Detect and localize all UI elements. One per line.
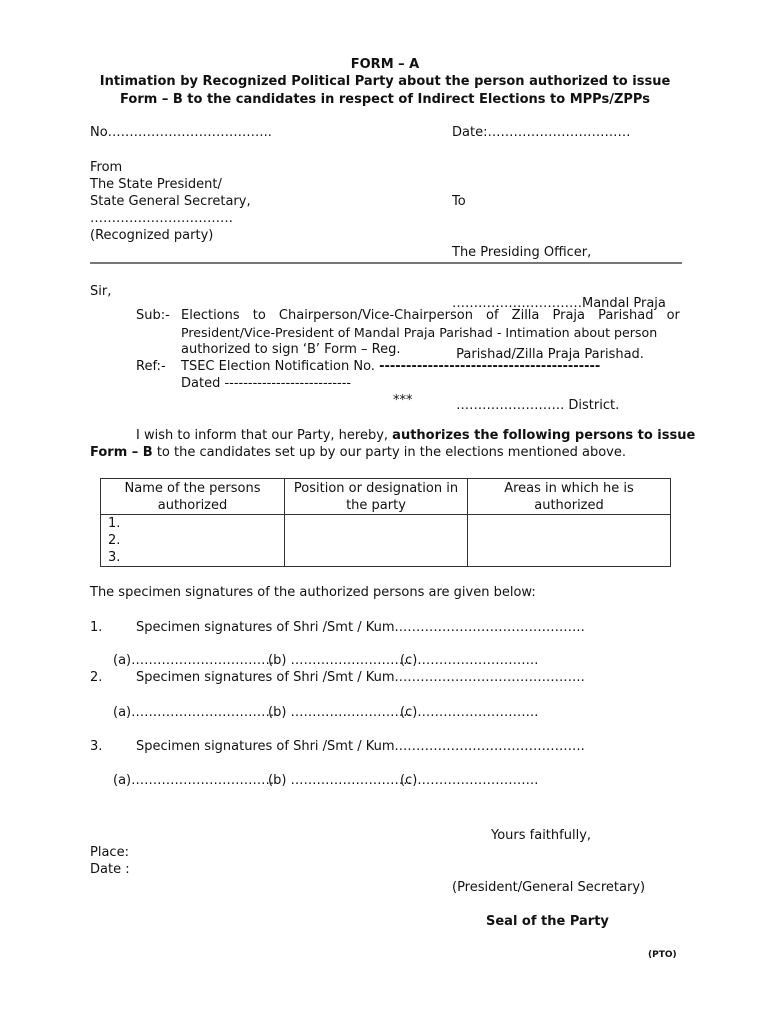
specimen-label: Specimen signatures of Shri /Smt / Kum.…………………………………….: [136, 739, 585, 754]
subject-word: Zilla: [511, 308, 540, 323]
reference-number-field: No………………………………..: [90, 125, 272, 140]
table-row: [101, 515, 671, 567]
subject-word: Elections: [181, 308, 240, 323]
place-field: Place:: [90, 845, 129, 860]
specimen-label: Specimen signatures of Shri /Smt / Kum.…………………………………….: [136, 620, 585, 635]
yours-faithfully: Yours faithfully,: [491, 828, 592, 843]
subject-line-3: authorized to sign ‘B’ Form – Reg.: [181, 342, 401, 357]
table-header-row: [101, 479, 671, 515]
salutation: Sir,: [90, 284, 112, 299]
body-paragraph-line-2: [90, 444, 626, 461]
row-number: 1.: [108, 516, 121, 531]
signature-c-field[interactable]: (c)……………………….: [400, 653, 539, 668]
form-title: FORM – A: [350, 57, 420, 72]
specimen-number: 2.: [90, 670, 103, 685]
body-text: to the candidates set up by our party in the elections mentioned above.: [152, 445, 626, 460]
from-line: From: [90, 160, 123, 175]
area-cell[interactable]: [468, 515, 671, 567]
body-bold-text: authorizes the following persons to issue: [392, 428, 696, 443]
signature-c-field[interactable]: (c)……………………….: [400, 705, 539, 720]
name-cell[interactable]: [101, 515, 285, 567]
subject-label: Sub:-: [136, 308, 170, 323]
subject-word: Praja: [552, 308, 585, 323]
pto-marker: (PTO): [648, 950, 677, 960]
signature-a-field[interactable]: (a)……………………………: [113, 773, 275, 788]
from-line: ……………………………: [90, 211, 233, 226]
signature-b-field[interactable]: (b) ……………………….: [268, 653, 412, 668]
to-line: The Presiding Officer,: [452, 245, 592, 260]
specimen-number: 1.: [90, 620, 103, 635]
column-header-position: Position or designation in the party: [285, 479, 468, 515]
reference-line-1: [181, 358, 600, 375]
from-line: The State President/: [90, 177, 222, 192]
subject-word: to: [252, 308, 266, 323]
reference-label: Ref:-: [136, 359, 166, 374]
reference-line-2: Dated ---------------------------: [181, 376, 352, 391]
form-subtitle-line-1: Intimation by Recognized Political Party about the person authorized to issue: [99, 74, 671, 89]
to-line: To: [452, 194, 466, 209]
position-cell[interactable]: [285, 515, 468, 567]
subject-line-2: President/Vice-President of Mandal Praja Parishad - Intimation about person: [181, 325, 658, 340]
specimen-number: 3.: [90, 739, 103, 754]
notification-number-blank: -----------------------------------------: [379, 359, 601, 374]
subject-line-1: [181, 307, 680, 324]
specimen-intro: The specimen signatures of the authorized persons are given below:: [90, 585, 536, 600]
to-line: Parishad/Zilla Praja Parishad.: [452, 347, 644, 362]
authorization-table: [100, 478, 671, 567]
separator-stars: ***: [393, 393, 413, 408]
signature-a-field[interactable]: (a)……………………………: [113, 705, 275, 720]
to-line: ……………………. District.: [452, 398, 620, 413]
signature-c-field[interactable]: (c)……………………….: [400, 773, 539, 788]
from-block: [90, 159, 251, 244]
to-block: [452, 159, 666, 431]
specimen-label: Specimen signatures of Shri /Smt / Kum.…………………………………….: [136, 670, 585, 685]
body-paragraph-line-1: [136, 427, 695, 444]
signature-b-field[interactable]: (b) ……………………….: [268, 773, 412, 788]
form-subtitle-line-2: Form – B to the candidates in respect of Indirect Elections to MPPs/ZPPs: [120, 92, 650, 107]
from-line: State General Secretary,: [90, 194, 251, 209]
notification-label: TSEC Election Notification No.: [181, 359, 380, 374]
signatory-designation: (President/General Secretary): [452, 880, 646, 895]
column-header-name: Name of the persons authorized: [101, 479, 285, 515]
seal-of-party: Seal of the Party: [486, 914, 609, 929]
to-line: …………………………Mandal Praja: [452, 296, 666, 311]
body-bold-text: Form – B: [90, 445, 153, 460]
signature-a-field[interactable]: (a)……………………………: [113, 653, 275, 668]
date-field: Date:……………………………: [452, 125, 631, 140]
subject-word: of: [486, 308, 499, 323]
subject-word: Chairperson/Vice-Chairperson: [278, 308, 473, 323]
body-text: I wish to inform that our Party, hereby,: [136, 428, 393, 443]
subject-word: or: [666, 308, 680, 323]
column-header-area: Areas in which he is authorized: [468, 479, 671, 515]
signature-b-field[interactable]: (b) ……………………….: [268, 705, 412, 720]
date-label: Date :: [90, 862, 130, 877]
header-divider: [90, 262, 682, 264]
subject-word: Parishad: [598, 308, 654, 323]
row-number: 2.: [108, 533, 121, 548]
from-line: (Recognized party): [90, 228, 214, 243]
row-number: 3.: [108, 550, 121, 565]
